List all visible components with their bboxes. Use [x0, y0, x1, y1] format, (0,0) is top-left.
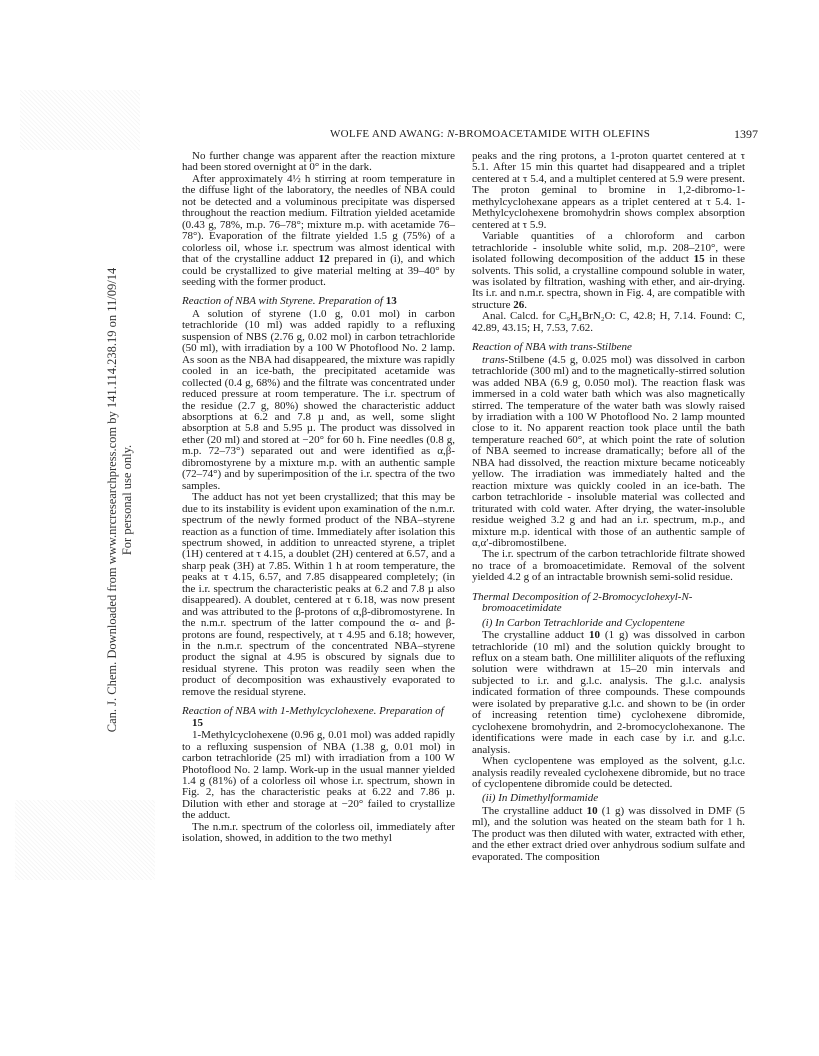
analysis-paragraph: Anal. Calcd. for C₉H₈BrN₂O: C, 42.8; H, 7.14. Found: C, 42.89, 43.15; H, 7.53, 7.62. [472, 310, 745, 334]
left-column [182, 151, 455, 845]
paragraph: The n.m.r. spectrum of the colorless oil, immediately after isolation, showed, in addition to the two methyl [182, 820, 455, 845]
paragraph: After approximately 4½ h stirring at room temperature in the diffuse light of the laboratory, the needles of NBA could not be detected and a voluminous precipitate was dispersed throughout the reaction medium. Filtration yielded acetamide (0.43 g, 78%, m.p. 76–78°; mixture m.p. with acetamide 76–78°). Evaporation of the filtrate yielded 1.5 g (75%) of a colorless oil, whose i.r. spectrum was almost identical with that of the crystalline adduct 12 prepared in (i), and which could be crystallized to give material melting at 39–40° by seeding with the former product. [182, 172, 455, 288]
paragraph: Variable quantities of a chloroform and carbon tetrachloride - insoluble white solid, m.p. 208–210°, were isolated following decomposition of the adduct 15 in these solvents. This solid, a crystalline compound soluble in water, was isolated by filtration, washing with ether, and air-drying. Its i.r. and n.m.r. spectra, shown in Fig. 4, are compatible with structure 26. [472, 230, 746, 311]
download-watermark-line2: For personal use only. [120, 444, 134, 556]
paragraph: The crystalline adduct 10 (1 g) was dissolved in carbon tetrachloride (10 ml) and the solution quickly brought to reflux on a steam bath. One milliliter aliquots of the refluxing solution were withdrawn at 15–20 min intervals and subjected to i.r. and g.l.c. analysis. The g.l.c. analysis indicated formation of three compounds. These compounds were isolated by preparative g.l.c. and shown to be (in order of increasing retention time) cyclohexene dibromide, cyclohexene bromohydrin, and 2-bromocyclohexanone. The identifications were made in each case by i.r. and g.l.c. analysis. [472, 629, 745, 756]
page-header [185, 128, 758, 142]
paragraph: A solution of styrene (1.0 g, 0.01 mol) in carbon tetrachloride (10 ml) was added rapidly to a refluxing suspension of NBS (2.76 g, 0.02 mol) in carbon tetrachloride (50 ml), with irradiation by a 100 W Photoflood No. 2 lamp. As soon as the NBA had disappeared, the mixture was rapidly cooled in an ice-bath, the precipitated acetamide was collected (0.4 g, 68%) and the filtrate was concentrated under reduced pressure at room temperature. The i.r. spectrum of the residue (2.7 g, 80%) showed the characteristic adduct absorptions at 6.2 and 7.8 µ and, as well, some slight absorption at 5.8 and 5.95 µ. The product was dissolved in ether (20 ml) and stored at −20° for 60 h. Fine needles (0.8 g, m.p. 72–73°) separated out and were identified as α,β-dibromostyrene by a mixture m.p. with an authentic sample (72–74°) and by superimposition of the i.r. spectra of the two samples. [182, 307, 455, 492]
section-heading: Reaction of NBA with 1-Methylcyclohexene. Preparation of 15 [182, 705, 444, 729]
subsection-heading: (ii) In Dimethylformamide [482, 792, 599, 805]
page-smudge-bottom [15, 800, 155, 880]
paragraph: The adduct has not yet been crystallized; that this may be due to its instability is evident upon examination of the n.m.r. spectrum of the newly formed product of the NBA–styrene reaction as a function of time. Immediately after isolation this spectrum showed, in addition to unreacted styrene, a triplet (1H) centered at τ 4.15, a doublet (2H) centered at 6.57, and a sharp peak (3H) at 7.85. Within 1 h at room temperature, the peaks at τ 4.15, 6.57, and 7.85 disappeared completely; (in the i.r. spectrum the characteristic peaks at 6.2 and 7.8 µ also disappeared). A doublet, centered at τ 6.18, was now present and was attributed to the β-protons of α,β-dibromostyrene. In the n.m.r. spectrum of the latter compound the α- and β-protons are found, respectively, at τ 4.95 and 6.18; however, in the n.m.r. spectrum of the concentrated NBA–styrene product the signal at 4.95 is obscured by signals due to residual styrene. This proton was readily seen when the product of decomposition was exhaustively evaporated to remove the residual styrene. [182, 491, 455, 698]
paragraph: No further change was apparent after the reaction mixture had been stored overnight at 0° in the dark. [182, 150, 455, 174]
section-heading: Reaction of NBA with trans-Stilbene [472, 341, 632, 354]
paragraph: peaks and the ring protons, a 1-proton quartet centered at τ 5.1. After 15 min this quartet had disappeared and a triplet centered at τ 5.4, and a multiplet centered at 5.9 were present. The proton geminal to bromine in 1,2-dibromo-1-methylcyclohexane appears as a triplet centered at τ 5.4. 1-Methylcyclohexene bromohydrin shows complex absorption centered at τ 5.9. [472, 150, 745, 231]
page-number: 1397 [734, 127, 758, 141]
download-watermark [105, 260, 135, 740]
paragraph: The crystalline adduct 10 (1 g) was dissolved in DMF (5 ml), and the solution was heated on the steam bath for 1 h. The product was then diluted with water, extracted with ether, and the ether extract dried over anhydrous sodium sulfate and evaporated. The composition [472, 804, 745, 863]
right-column [472, 151, 745, 863]
subsection-heading: (i) In Carbon Tetrachloride and Cyclopentene [482, 616, 685, 629]
page-smudge-top [20, 90, 140, 150]
paragraph: trans-Stilbene (4.5 g, 0.025 mol) was dissolved in carbon tetrachloride (300 ml) and to the magnetically-stirred solution was added NBA (6.9 g, 0.050 mol). The reaction flask was immersed in a cold water bath which was also magnetically stirred. The temperature of the water bath was slowly raised by irradiation with a 100 W Photoflood No. 2 lamp mounted close to it. No apparent reaction took place until the bath temperature reached 60°, at which point the rate of solution of NBA seemed to increase dramatically; before all of the NBA had dissolved, the reaction mixture became noticeably yellow. The irradiation was immediately halted and the reaction mixture was quickly cooled in an ice-bath. The carbon tetrachloride - insoluble material was collected and triturated with cold water. After drying, the water-insoluble residue weighed 3.2 g and had an i.r. spectrum, m.p., and mixture m.p. identical with those of an authentic sample of α,α′-dibromostilbene. [472, 353, 745, 549]
paragraph: When cyclopentene was employed as the solvent, g.l.c. analysis readily revealed cyclohexene dibromide, but no trace of cyclopentene dibromide could be detected. [472, 755, 745, 791]
section-heading: Thermal Decomposition of 2-Bromocyclohexyl-N-bromoacetimidate [472, 590, 693, 615]
download-watermark-line1: Can. J. Chem. Downloaded from www.nrcresearchpress.com by 141.114.238.19 on 11/09/14 [105, 267, 119, 733]
running-title: WOLFE AND AWANG: N-BROMOACETAMIDE WITH OLEFINS [330, 128, 651, 140]
paragraph: The i.r. spectrum of the carbon tetrachloride filtrate showed no trace of a bromoacetimidate. Removal of the solvent yielded 4.2 g of an intractable brownish semi-solid residue. [472, 548, 745, 584]
section-heading: Reaction of NBA with Styrene. Preparation of 13 [182, 295, 397, 308]
paragraph: 1-Methylcyclohexene (0.96 g, 0.01 mol) was added rapidly to a refluxing suspension of NBA (1.38 g, 0.01 mol) in carbon tetrachloride (25 ml) with irradiation from a 100 W Photoflood No. 2 lamp. Work-up in the usual manner yielded 1.4 g (81%) of a colorless oil whose i.r. spectrum, shown in Fig. 2, has the characteristic peaks at 6.22 and 7.86 µ. Dilution with ether and storage at −20° failed to crystallize the adduct. [182, 729, 455, 822]
